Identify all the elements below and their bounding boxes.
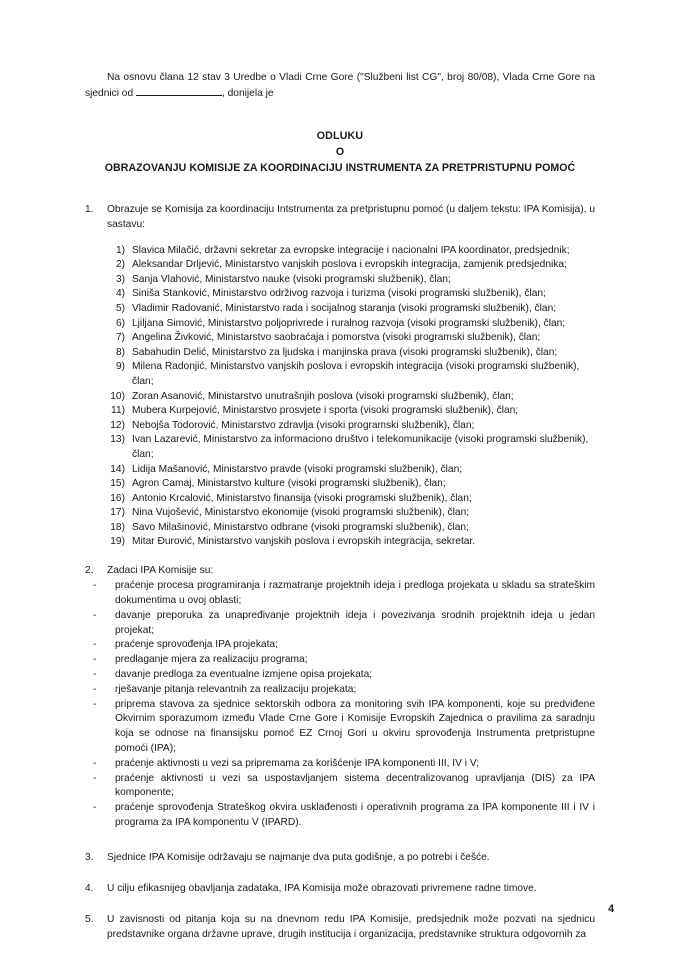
- list-item: [85, 579, 595, 609]
- list-item: [85, 638, 595, 653]
- member-number: 1): [115, 244, 125, 256]
- dash-bullet: -: [93, 580, 97, 592]
- member-text: Mubera Kurpejović, Ministarstvo prosvjete i sporta (visoki programski službenik), član;: [132, 405, 519, 417]
- list-item: [109, 331, 595, 346]
- intro-text-after-blank: , donijela je: [221, 88, 274, 100]
- member-number: 15): [110, 478, 125, 490]
- intro-paragraph: [85, 70, 595, 102]
- task-text: rješavanje pitanja relevantnih za realizaciju projekata;: [115, 683, 357, 695]
- task-text: praćenje sprovođenja Strateškog okvira usklađenosti i operativnih programa za IPA komponente III i IV i programa za IPA komponentu V (IPARD).: [115, 802, 595, 829]
- list-item: [109, 506, 595, 521]
- member-number: 4): [115, 288, 125, 300]
- member-number: 10): [110, 390, 125, 402]
- list-item: [109, 258, 595, 273]
- title-connector: O: [335, 146, 345, 159]
- dash-bullet: -: [93, 757, 97, 769]
- list-item: [109, 535, 595, 550]
- member-number: 13): [110, 434, 125, 446]
- member-text: Zoran Asanović, Ministarstvo unutrašnjih poslova (visoki programski službenik), član;: [132, 390, 514, 402]
- document-subtitle: OBRAZOVANJU KOMISIJE ZA KOORDINACIJU INSTRUMENTA ZA PRETPRISTUPNU POMOĆ: [104, 162, 576, 175]
- dash-bullet: -: [93, 654, 97, 666]
- fill-in-blank-line: [136, 86, 222, 96]
- member-roster: [109, 244, 595, 550]
- member-text: Aleksandar Drljević, Ministarstvo vanjskih poslova i evropskih integracija, zamjenik predsjednika;: [132, 259, 567, 271]
- list-item: [109, 433, 595, 462]
- member-number: 3): [115, 273, 125, 285]
- member-text: Antonio Krcalović, Ministarstvo finansija (visoki programski službenik), član;: [132, 492, 472, 504]
- page-number: 4: [608, 903, 614, 915]
- dash-bullet: -: [93, 639, 97, 651]
- list-item: [85, 668, 595, 683]
- list-item: [109, 477, 595, 492]
- list-item: [109, 390, 595, 405]
- member-text: Ljiljana Simović, Ministarstvo poljoprivrede i ruralnog razvoja (visoki programski službenik), član;: [132, 317, 566, 329]
- clause-3-number: 3.: [85, 851, 94, 863]
- clause-5-number: 5.: [85, 914, 94, 926]
- member-text: Slavica Milačić, državni sekretar za evropske integracije i nacionalni IPA koordinator, predsjednik;: [132, 244, 570, 256]
- task-text: praćenje aktivnosti u vezi sa pripremama za korišćenje IPA komponenti III, IV i V;: [115, 757, 480, 769]
- clause-5: [85, 912, 595, 942]
- member-number: 2): [115, 259, 125, 271]
- task-text: davanje preporuka za unapređivanje projektnih ideja i povezivanja srodnih projektnih ideja u jedan projekat;: [115, 609, 595, 636]
- clause-1-text: Obrazuje se Komisija za koordinaciju Intstrumenta za pretpristupnu pomoć (u daljem tekstu: IPA Komisija), u sastavu:: [107, 204, 595, 231]
- member-text: Sabahudin Delić, Ministarstvo za ljudska i manjinska prava (visoki programski službenik), član;: [132, 346, 558, 358]
- clause-2-number: 2.: [85, 565, 94, 577]
- list-item: [109, 244, 595, 259]
- member-text: Ivan Lazarević, Ministarstvo za informaciono društvo i telekomunikacije (visoki programski službenik), član;: [132, 434, 589, 460]
- clause-3: [85, 850, 595, 865]
- list-item: [109, 302, 595, 317]
- member-text: Savo Milašinović, Ministarstvo odbrane (visoki programski službenik), član;: [132, 521, 469, 533]
- member-number: 18): [110, 521, 125, 533]
- member-text: Nina Vujošević, Ministarstvo ekonomije (visoki programski službenik), član;: [132, 507, 470, 519]
- clause-1: [85, 202, 595, 232]
- member-number: 19): [110, 536, 125, 548]
- member-text: Agron Camaj, Ministarstvo kulture (visoki programski službenik), član;: [132, 478, 446, 490]
- task-text: priprema stavova za sjednice sektorskih odbora za monitoring svih IPA komponenti, koje su predviđene Okvirnim sporazumom između Vlade Crne Gore i Komisije Evropskih Zajednica o pravilima za saradnju koja se odnose na finansijsku pomoć EZ Crnoj Gori u okviru sprovođenja Instrumenta pretpristupne pomoći (IPA);: [115, 698, 595, 755]
- list-item: [109, 287, 595, 302]
- member-text: Sanja Vlahović, Ministarstvo nauke (visoki programski službenik), član;: [132, 273, 451, 285]
- member-text: Nebojša Todorović, Ministarstvo zdravlja (visoki programski službenik), član;: [132, 419, 475, 431]
- list-item: [109, 360, 595, 389]
- member-text: Lidija Mašanović, Ministarstvo pravde (visoki programski službenik), član;: [132, 463, 463, 475]
- member-number: 17): [110, 507, 125, 519]
- list-item: [109, 346, 595, 361]
- member-number: 5): [115, 302, 125, 314]
- task-text: praćenje aktivnosti u vezi sa uspostavljanjem sistema decentralizovanog upravljanja (DIS) za IPA komponente;: [115, 772, 595, 799]
- task-list: [85, 579, 595, 831]
- member-number: 8): [115, 346, 125, 358]
- dash-bullet: -: [93, 683, 97, 695]
- list-item: [85, 609, 595, 639]
- clause-5-text: U zavisnosti od pitanja koja su na dnevnom redu IPA Komisije, predsjednik može pozvati na sjednicu predstavnike organa državne uprave, drugih institucija i organizacija, predstavnike struktura odgovornih za: [107, 914, 595, 941]
- dash-bullet: -: [93, 609, 97, 621]
- clause-4-text: U cilju efikasnijeg obavljanja zadataka, IPA Komisija može obrazovati privremene radne timove.: [107, 883, 537, 895]
- title-block: [85, 128, 595, 176]
- member-number: 9): [115, 361, 125, 373]
- document-title: ODLUKU: [316, 130, 364, 143]
- task-text: davanje predloga za eventualne izmjene opisa projekata;: [115, 669, 373, 681]
- dash-bullet: -: [93, 698, 97, 710]
- intro-text-before-blank: Na osnovu člana 12 stav 3 Uredbe o Vladi Crne Gore ("Službeni list CG", broj 80/08), Vlada Crne Gore na sjednici od: [85, 72, 595, 100]
- member-number: 12): [110, 419, 125, 431]
- member-text: Mitar Đurović, Ministarstvo vanjskih poslova i evropskih integracija, sekretar.: [132, 536, 476, 548]
- member-number: 14): [110, 463, 125, 475]
- member-number: 6): [115, 317, 125, 329]
- clause-2: [85, 563, 595, 578]
- dash-bullet: -: [93, 802, 97, 814]
- member-number: 11): [111, 405, 125, 417]
- list-item: [109, 492, 595, 507]
- task-text: praćenje sprovođenja IPA projekata;: [115, 639, 278, 651]
- list-item: [109, 273, 595, 288]
- list-item: [109, 419, 595, 434]
- list-item: [85, 772, 595, 802]
- task-text: praćenje procesa programiranja i razmatranje projektnih ideja i predloga projekata u skladu sa strateškim dokumentima u ovoj oblasti;: [115, 580, 595, 607]
- member-text: Milena Radonjić, Ministarstvo vanjskih poslova i evropskih integracija (visoki programski službenik), član;: [132, 361, 580, 387]
- member-text: Vladimir Radovanić, Ministarstvo rada i socijalnog staranja (visoki programski službenik), član;: [132, 302, 557, 314]
- document-content: [85, 60, 595, 943]
- list-item: [85, 801, 595, 831]
- list-item: [109, 463, 595, 478]
- list-item: [109, 317, 595, 332]
- list-item: [85, 698, 595, 757]
- list-item: [85, 653, 595, 668]
- member-number: 7): [115, 332, 125, 344]
- list-item: [109, 521, 595, 536]
- member-text: Siniša Stanković, Ministarstvo održivog razvoja i turizma (visoki programski službenik), član;: [132, 288, 546, 300]
- list-item: [85, 757, 595, 772]
- dash-bullet: -: [93, 772, 97, 784]
- clause-3-text: Sjednice IPA Komisije održavaju se najmanje dva puta godišnje, a po potrebi i češće.: [107, 851, 490, 863]
- clause-1-number: 1.: [85, 204, 94, 216]
- member-text: Angelina Živković, Ministarstvo saobraćaja i pomorstva (visoki programski službenik), član;: [132, 332, 541, 344]
- clause-4-number: 4.: [85, 883, 94, 895]
- clause-2-text: Zadaci IPA Komisije su:: [107, 565, 214, 577]
- task-text: predlaganje mjera za realizaciju programa;: [115, 654, 308, 666]
- list-item: [109, 404, 595, 419]
- list-item: [85, 683, 595, 698]
- dash-bullet: -: [93, 669, 97, 681]
- member-number: 16): [110, 492, 125, 504]
- clause-4: [85, 881, 595, 896]
